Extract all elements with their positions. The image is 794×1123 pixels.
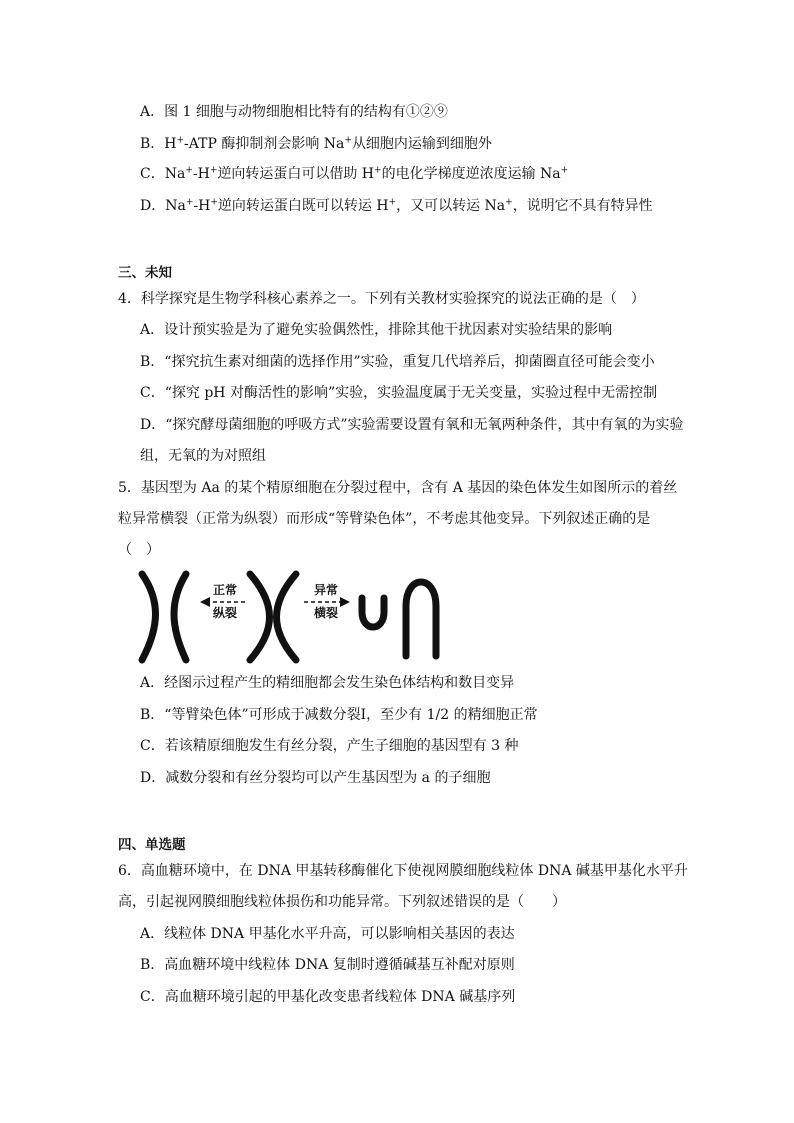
chromosome-division-figure — [128, 568, 444, 666]
q5-stem-line3: （ ） — [118, 542, 160, 558]
q4-option-a: A．设计预实验是为了避免实验偶然性，排除其他干扰因素对实验结果的影响 — [140, 322, 613, 338]
q3-option-b: B．H+-ATP 酶抑制剂会影响 Na+从细胞内运输到细胞外 — [140, 135, 492, 152]
section-4-heading: 四、单选题 — [118, 837, 186, 853]
label-normal: 正常 — [212, 583, 238, 597]
q5-option-b: B．“等臂染色体”可形成于减数分裂Ⅰ，至少有 1/2 的精细胞正常 — [140, 707, 538, 723]
q5-option-a: A．经图示过程产生的精细胞都会发生染色体结构和数目变异 — [140, 675, 515, 691]
q6-option-b: B．高血糖环境中线粒体 DNA 复制时遵循碱基互补配对原则 — [140, 957, 515, 973]
q4-stem: 4．科学探究是生物学科核心素养之一。下列有关教材实验探究的说法正确的是（ ） — [118, 291, 645, 307]
q3-option-c: C．Na+-H+逆向转运蛋白可以借助 H+的电化学梯度逆浓度运输 Na+ — [140, 165, 569, 182]
q5-option-c: C．若该精原细胞发生有丝分裂，产生子细胞的基因型有 3 种 — [140, 738, 519, 754]
q4-option-d-line2: 组，无氧的为对照组 — [140, 448, 266, 464]
q5-stem-line1: 5．基因型为 Aa 的某个精原细胞在分裂过程中，含有 A 基因的染色体发生如图所示的着丝 — [118, 480, 678, 496]
label-longitudinal: 纵裂 — [212, 606, 238, 620]
q6-stem-line2: 高，引起视网膜细胞线粒体损伤和功能异常。下列叙述错误的是（ ） — [118, 894, 566, 910]
q3-option-d: D．Na+-H+逆向转运蛋白既可以转运 H+，又可以转运 Na+，说明它不具有特异性 — [140, 197, 653, 214]
label-transverse: 横裂 — [313, 606, 339, 620]
q4-option-d-line1: D．“探究酵母菌细胞的呼吸方式”实验需要设置有氧和无氧两种条件，其中有氧的为实验 — [140, 417, 684, 433]
q6-option-c: C．高血糖环境引起的甲基化改变患者线粒体 DNA 碱基序列 — [140, 989, 516, 1005]
q5-stem-line2: 粒异常横裂（正常为纵裂）而形成“等臂染色体”，不考虑其他变异。下列叙述正确的是 — [118, 511, 651, 527]
q5-option-d: D．减数分裂和有丝分裂均可以产生基因型为 a 的子细胞 — [140, 770, 491, 786]
section-3-heading: 三、未知 — [118, 265, 172, 281]
q6-stem-line1: 6．高血糖环境中，在 DNA 甲基转移酶催化下使视网膜细胞线粒体 DNA 碱基甲基化水平升 — [118, 863, 688, 879]
q6-option-a: A．线粒体 DNA 甲基化水平升高，可以影响相关基因的表达 — [140, 926, 515, 942]
label-abnormal: 异常 — [313, 583, 339, 597]
q3-option-a: A．图 1 细胞与动物细胞相比特有的结构有①②⑨ — [140, 104, 448, 120]
q4-option-b: B．“探究抗生素对细菌的选择作用”实验，重复几代培养后，抑菌圈直径可能会变小 — [140, 354, 655, 370]
q4-option-c: C．“探究 pH 对酶活性的影响”实验，实验温度属于无关变量，实验过程中无需控制 — [140, 385, 658, 401]
